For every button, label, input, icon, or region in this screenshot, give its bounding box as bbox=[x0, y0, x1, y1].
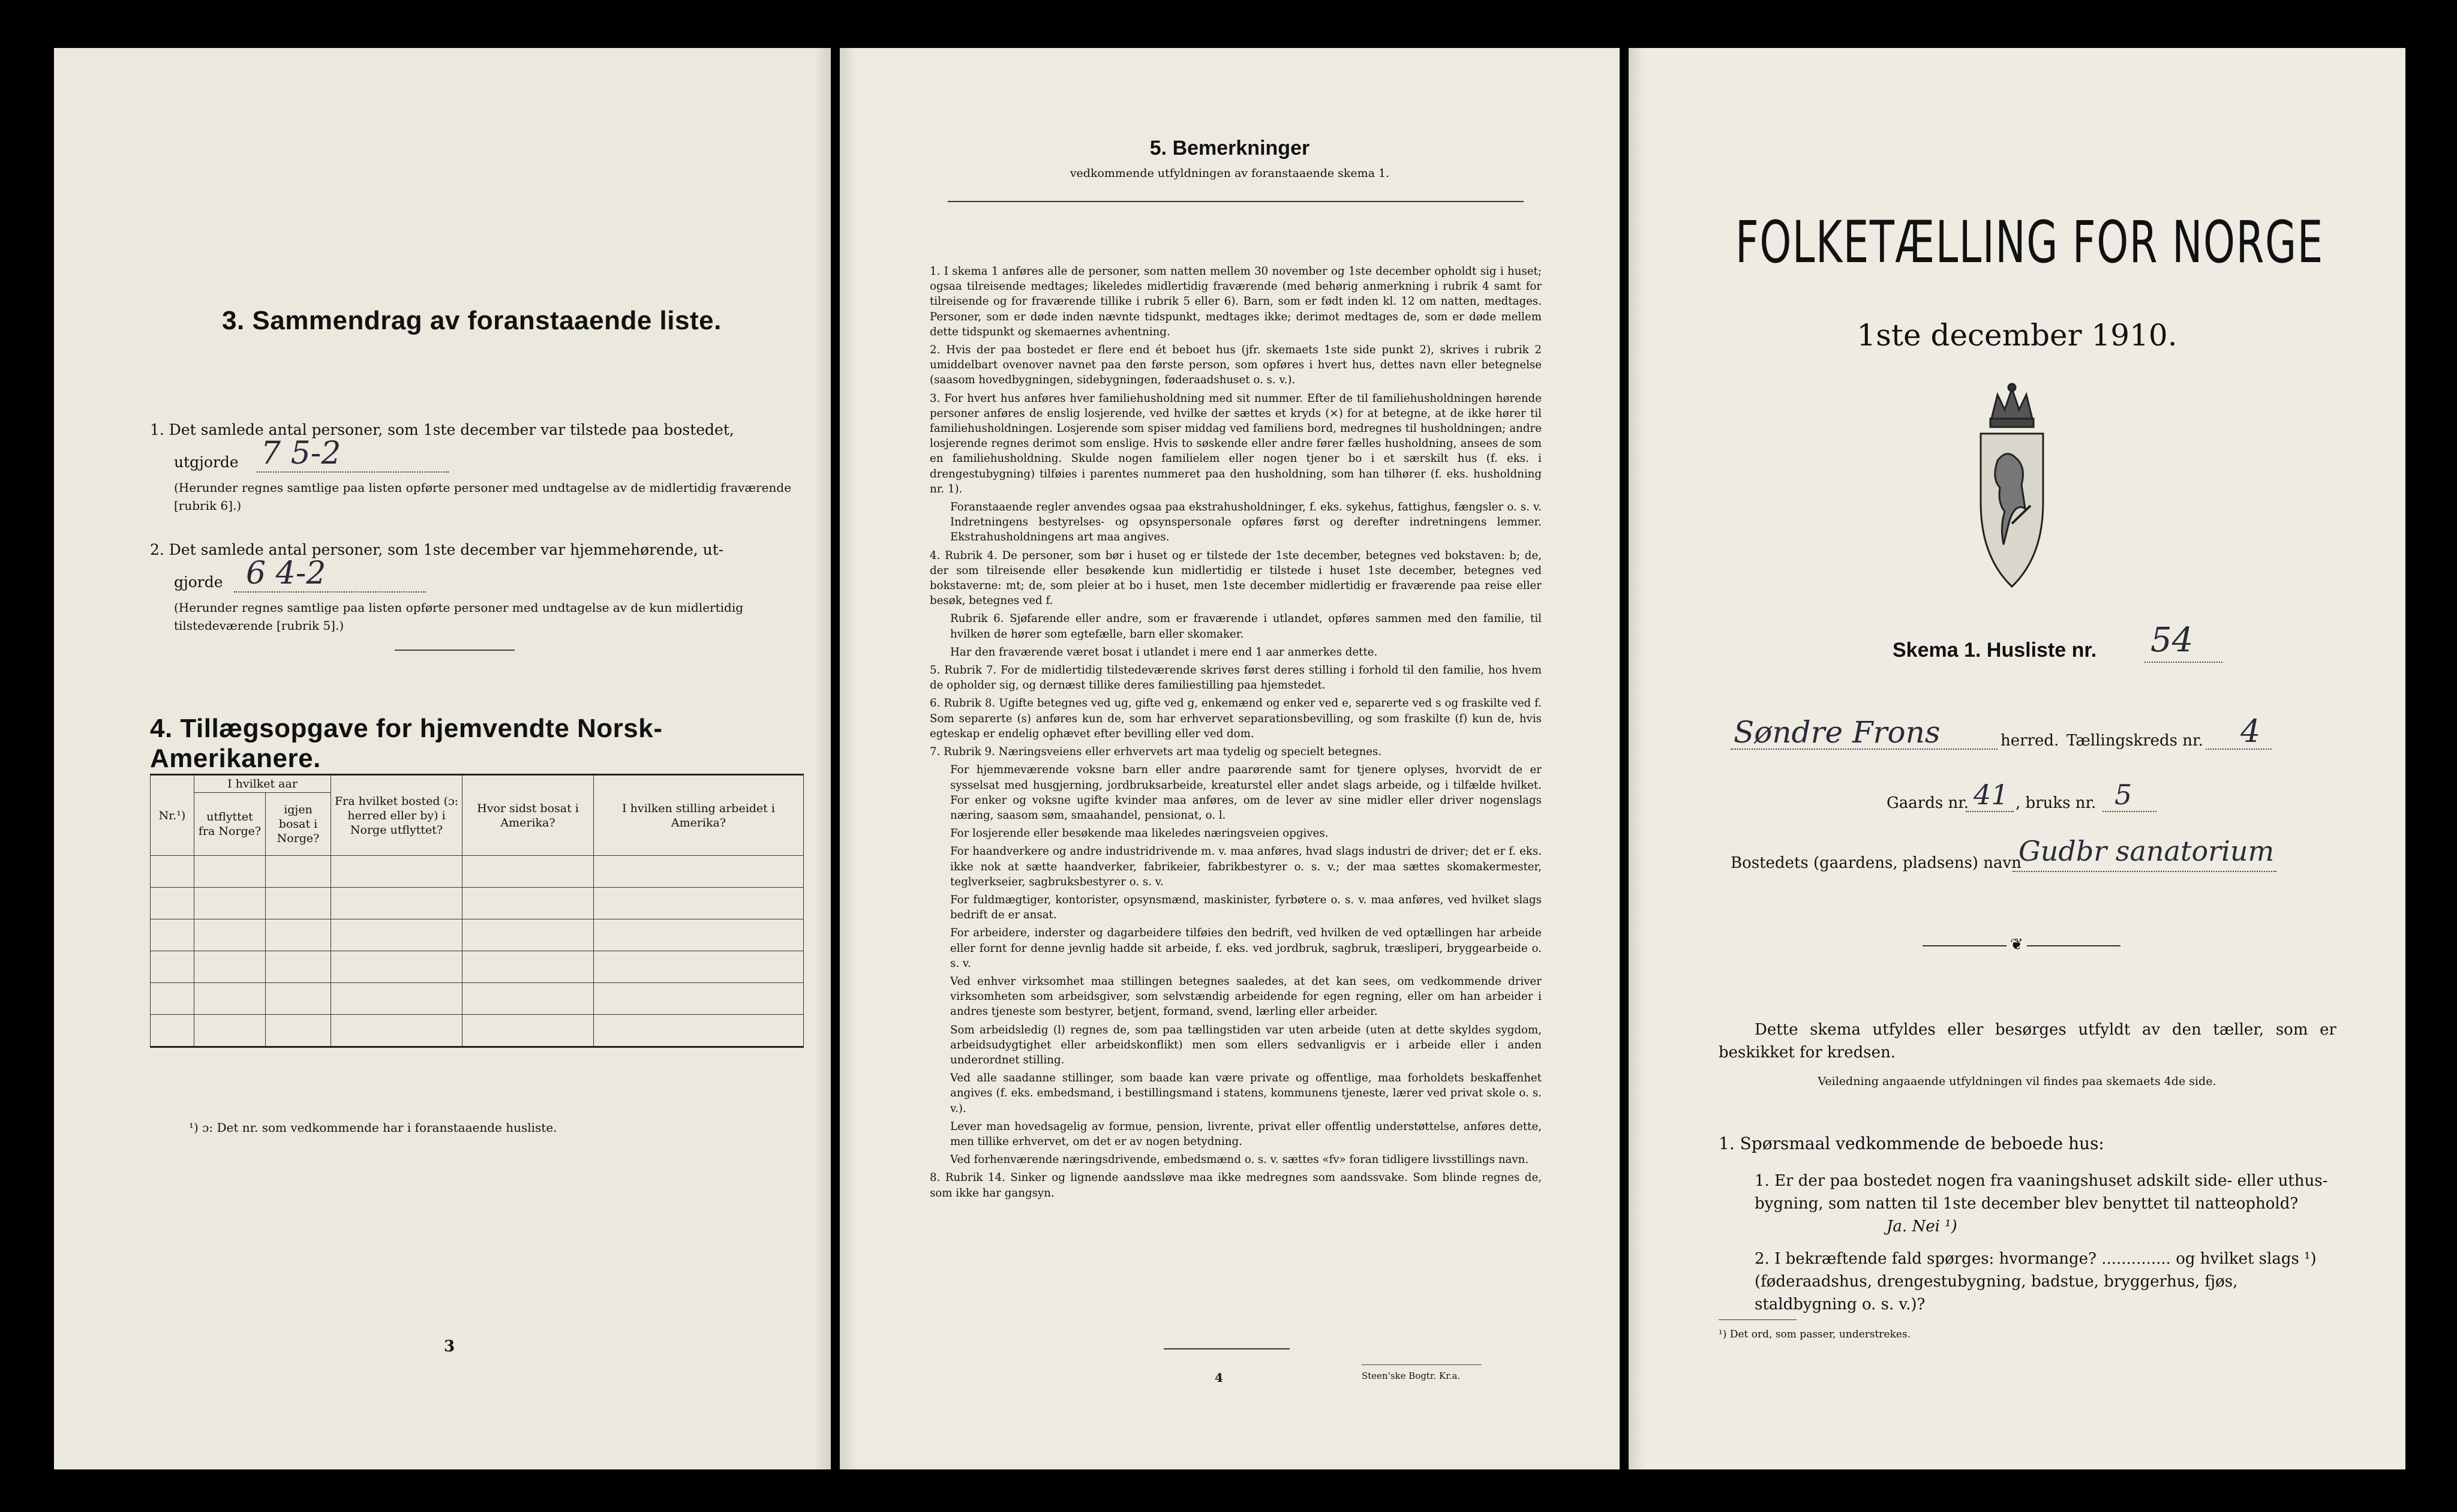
herred-handwritten: Søndre Frons bbox=[1734, 715, 1941, 750]
fill-line bbox=[2102, 811, 2156, 812]
fill-line bbox=[257, 471, 449, 473]
remark-paragraph: Lever man hovedsagelig av formue, pension, livrente, privat eller offentlig understøttelse, anføres dette, men tillike erhvervet, om det er av nogen betydning. bbox=[950, 1120, 1542, 1148]
printer-imprint: Steen'ske Bogtr. Kr.a. bbox=[1362, 1370, 1461, 1381]
remark-paragraph: Ved enhver virksomhet maa stillingen betegnes saaledes, at det kan sees, om vedkommende driver virksomheten som arbeidsgiver, som selvstændig arbeidende for egen regning, eller om han arbeider i andres tjeneste som bestyrer, betjent, formand, svend, lærling eller arbeider. bbox=[950, 975, 1542, 1018]
remark-paragraph: Har den fraværende været bosat i utlandet i mere end 1 aar anmerkes dette. bbox=[950, 645, 1378, 659]
page-number: 4 bbox=[1215, 1370, 1223, 1385]
imprint-rule bbox=[1362, 1364, 1482, 1365]
remark-paragraph: 5. Rubrik 7. For de midlertidig tilstedeværende skrives først deres stilling i forhold til den familie, hos hvem de opholder sig, og dernæst tillike deres familiestilling paa hjemstedet. bbox=[930, 664, 1542, 692]
census-date: 1ste december 1910. bbox=[1857, 318, 2177, 353]
remark-paragraph: Foranstaaende regler anvendes ogsaa paa ekstrahusholdninger, f. eks. sykehus, fattighus, fængsler o. s. v. Indretningens bestyrelses- og opsynspersonale opføres først og derefter indretningens lemmer. Ekstrahusholdningens art maa angives. bbox=[950, 501, 1542, 544]
remark-paragraph: For arbeidere, inderster og dagarbeidere tilføies den bedrift, ved hvilken de ved optællingen har arbeide eller fornt for denne jevnlig hadde sit arbeide, f. eks. ved jordbruk, sagbruk, træsliperi, bryggearbeide o. s. v. bbox=[950, 927, 1542, 970]
summary-item-1-handwritten: 7 5-2 bbox=[261, 435, 341, 471]
fill-line bbox=[234, 591, 426, 593]
remark-paragraph: Som arbeidsledig (l) regnes de, som paa tællingstiden var uten arbeide (uten at dette skyldes sygdom, arbeidsudygtighet eller arbeidskonflikt) men som ellers sedvanligvis er i arbeide eller i anden underordnet stilling. bbox=[950, 1023, 1542, 1066]
col-nr-header: Nr.¹) bbox=[151, 775, 194, 856]
remark-paragraph: Ved alle saadanne stillinger, som baade kan være private og offentlige, maa forholdets beskaffenhet angives (f. eks. embedsmand, i bestillingsmand i statens, kommunens tjeneste, lærer ved privat skole o. s. v.). bbox=[950, 1072, 1542, 1115]
page-3-summary bbox=[54, 48, 831, 1469]
gaards-handwritten: 41 bbox=[1974, 778, 2009, 811]
remark-paragraph: 1. I skema 1 anføres alle de personer, som natten mellem 30 november og 1ste december opholdt sig i huset; ogsaa tilreisende medtages; likeledes midlertidig fraværende (med behørig anmerkning i rubrik 4 samt for tilreisende og for fraværende tillike i rubrik 5 eller 6). Barn, som er født inden kl. 12 om natten, medtages. Personer, som er døde inden nævnte tidspunkt, medtages ikke; derimot medtages de, som er døde mellem dette tidspunkt og skemaernes avhentning. bbox=[930, 265, 1542, 338]
fill-line bbox=[2206, 749, 2272, 750]
header-rule bbox=[948, 201, 1524, 202]
remark-paragraph: For haandverkere og andre industridrivende m. v. maa anføres, hvad slags industri de driver; det er f. eks. ikke nok at sætte haandverker, fabrikeier, fabrikbestyrer o. s. v.; der maa sættes skomakermester, teglverkseier, sagbruksbestyrer o. s. v. bbox=[950, 845, 1542, 888]
bruks-label: , bruks nr. bbox=[2016, 794, 2096, 812]
page-fold-shadow bbox=[1629, 48, 1645, 1469]
kreds-label: Tællingskreds nr. bbox=[2066, 732, 2203, 750]
table-footnote: ¹) ɔ: Det nr. som vedkommende har i foranstaaende husliste. bbox=[189, 1120, 557, 1135]
page-number: 3 bbox=[444, 1337, 455, 1355]
remarks-heading: 5. Bemerkninger bbox=[1149, 137, 1310, 160]
summary-item-2-handwritten: 6 4-2 bbox=[246, 555, 326, 591]
section-4-title: 4. Tillægsopgave for hjemvendte Norsk-Amerikanere. bbox=[150, 714, 663, 773]
fill-line bbox=[2013, 871, 2276, 872]
remarks-subheading: vedkommende utfyldningen av foranstaaende skema 1. bbox=[1070, 167, 1390, 180]
remark-paragraph: For fuldmægtiger, kontorister, opsynsmænd, maskinister, fyrbøtere o. s. v. maa anføres, ved hvilket slags bedrift de er ansat. bbox=[950, 893, 1542, 922]
fill-line bbox=[1966, 811, 2014, 812]
guidance-text: Veiledning angaaende utfyldningen vil findes paa skemaets 4de side. bbox=[1818, 1075, 2216, 1088]
section-3-title: 3. Sammendrag av foranstaaende liste. bbox=[222, 306, 722, 335]
col-year-group-header: I hvilket aar bbox=[194, 775, 331, 793]
remark-paragraph: 3. For hvert hus anføres hver familiehusholdning med sit nummer. Efter de til familiehusholdningen hørende personer anføres de enslig losjerende, ved hvilke der sættes et kryds (×) for at betegne, at de ikke hører til familiehusholdningen. Losjerende som spiser middag ved familiens bord, medregnes til husholdningen; andre losjerende regnes derimot som enslige. Hvis to søskende eller andre fører fælles husholdning, ansees de som en familiehusholdning. Skulde nogen familielem eller nogen tjener bo i et særskilt hus (f. eks. i drengestubygning) tilføies i parentes nummeret paa den husholdning, som han tilhører (f. eks. husholdning nr. 1). bbox=[930, 392, 1542, 495]
col-amerika-header: Hvor sidst bosat i Amerika? bbox=[462, 775, 594, 856]
bruks-handwritten: 5 bbox=[2114, 778, 2132, 811]
summary-item-2-prefix: gjorde bbox=[174, 573, 223, 591]
summary-item-2-note: (Herunder regnes samtlige paa listen opførte personer med undtagelse av de kun midlertidig tilstedeværende [rubrik 5].) bbox=[174, 600, 744, 633]
col-herred-header: Fra hvilket bosted (ɔ: herred eller by) i Norge utflyttet? bbox=[331, 775, 462, 856]
remark-paragraph: For losjerende eller besøkende maa likeledes næringsveien opgives. bbox=[950, 827, 1329, 840]
remark-paragraph: For hjemmeværende voksne barn eller andre paarørende samt for tjenere oplyses, hvorvidt de er sysselsat med husgjerning, jordbruksarbeide, kreaturstel eller andet slags arbeide, og i tilfælde hvilket. For enker og voksne ugifte kvinder maa anføres, om de lever av sine midler eller driver nogenslags næring, saasom søm, smaahandel, pensionat, o. l. bbox=[950, 763, 1542, 822]
remark-paragraph: 2. Hvis der paa bostedet er flere end ét beboet hus (jfr. skemaets 1ste side punkt 2), skrives i rubrik 2 umiddelbart ovenover navnet paa den første person, som opføres i hvert hus, dettes navn eller betegnelse (saasom hovedbygningen, sidebygningen, føderaadshuset o. s. v.). bbox=[930, 344, 1542, 387]
question-1-1: 1. Er der paa bostedet nogen fra vaaningshuset adskilt side- eller uthus-bygning, som natten til 1ste december blev benyttet til natteophold? bbox=[1755, 1172, 2328, 1213]
census-title: FOLKETÆLLING FOR NORGE bbox=[1735, 209, 2324, 276]
kreds-handwritten: 4 bbox=[2240, 714, 2261, 750]
col-utflyttet-header: utflyttet fra Norge? bbox=[194, 793, 266, 856]
end-rule bbox=[1164, 1348, 1290, 1349]
remark-paragraph: Rubrik 6. Sjøfarende eller andre, som er fraværende i utlandet, opføres sammen med den familie, til hvilken de hører som egtefælle, barn eller skomaker. bbox=[950, 612, 1542, 641]
norway-coat-of-arms-icon bbox=[1974, 383, 2050, 599]
remark-paragraph: 6. Rubrik 8. Ugifte betegnes ved ug, gifte ved g, enkemænd og enker ved e, separerte ved s og fraskilte ved f. Som separerte (s) anføres kun de, som har erhvervet separationsbevilling, og som fraskilte (f) kun de, hvis egteskap er endelig ophævet efter bevilling eller ved dom. bbox=[930, 697, 1542, 740]
cover-footnote: ¹) Det ord, som passer, understrekes. bbox=[1719, 1328, 1911, 1340]
remark-paragraph: Ved forhenværende næringsdrivende, embedsmænd o. s. v. sættes «fv» foran tidligere livsstillings navn. bbox=[950, 1153, 1529, 1167]
remark-paragraph: 8. Rubrik 14. Sinker og lignende aandssløve maa ikke medregnes som aandssvake. Som blinde regnes de, som ikke har gangsyn. bbox=[930, 1171, 1542, 1200]
summary-item-1-prefix: utgjorde bbox=[174, 453, 239, 471]
schema-label: Skema 1. Husliste nr. bbox=[1893, 639, 2097, 662]
remark-paragraph: 4. Rubrik 4. De personer, som bør i huset og er tilstede der 1ste december, betegnes ved bokstaven: b; de, der som tilreisende eller besøkende kun midlertidig er tilstede i huset 1ste december, betegnes ved bokstaverne: mt; de, som pleier at bo i huset, men 1ste december midlertidig er fraværende paa reise eller besøk, betegnes ved f. bbox=[930, 549, 1542, 608]
fill-line bbox=[1731, 749, 1998, 750]
husliste-nr-handwritten: 54 bbox=[2150, 621, 2194, 660]
question-1-2: 2. I bekræftende fald spørges: hvormange? .............. og hvilket slags ¹) (føderaadshus, drengestubygning, badstue, bryggerhus, fjøs, staldbygning o. s. v.)? bbox=[1755, 1250, 2317, 1313]
remark-paragraph: 7. Rubrik 9. Næringsveiens eller erhvervets art maa tydelig og specielt betegnes. bbox=[930, 746, 1382, 759]
question-1-1-answer: Ja. Nei ¹) bbox=[1887, 1218, 1957, 1236]
gaards-label: Gaards nr. bbox=[1887, 794, 1969, 812]
page-4-remarks bbox=[840, 48, 1620, 1469]
bosted-label: Bostedets (gaardens, pladsens) navn bbox=[1731, 854, 2022, 872]
col-igjen-header: igjen bosat i Norge? bbox=[266, 793, 331, 856]
question-1-title: 1. Spørsmaal vedkommende de beboede hus: bbox=[1719, 1134, 2104, 1153]
herred-label: herred. bbox=[2001, 732, 2059, 750]
col-stilling-header: I hvilken stilling arbeidet i Amerika? bbox=[594, 775, 804, 856]
instruction-text: Dette skema utfyldes eller besørges utfyldt av den tæller, som er beskikket for kredsen. bbox=[1719, 1021, 2336, 1062]
fill-line bbox=[2144, 662, 2222, 663]
summary-item-1: 1. Det samlede antal personer, som 1ste december var tilstede paa bostedet, bbox=[150, 421, 734, 438]
page-1-cover bbox=[1629, 48, 2405, 1469]
footnote-rule bbox=[1719, 1319, 1797, 1320]
page-fold-shadow bbox=[840, 48, 857, 1469]
summary-item-1-note: (Herunder regnes samtlige paa listen opførte personer med undtagelse av de midlertidig fraværende [rubrik 6].) bbox=[174, 480, 792, 513]
ornament-icon: ❦ bbox=[2007, 936, 2027, 954]
summary-item-2: 2. Det samlede antal personer, som 1ste december var hjemmehørende, ut- bbox=[150, 541, 724, 558]
norsk-amerikanere-table bbox=[150, 774, 804, 1048]
remarks-body bbox=[930, 264, 1542, 1204]
bosted-handwritten: Gudbr sanatorium bbox=[2019, 835, 2275, 867]
separator-rule bbox=[395, 650, 515, 651]
